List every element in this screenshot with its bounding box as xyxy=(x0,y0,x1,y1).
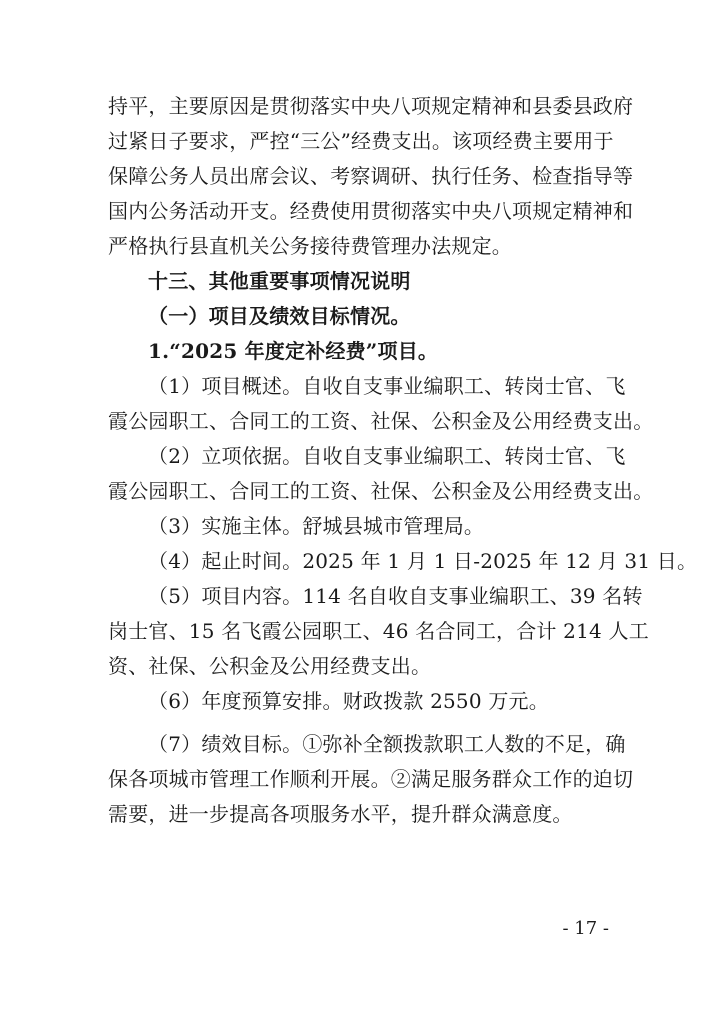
item-line: 保各项城市管理工作顺利开展。②满足服务群众工作的迫切 xyxy=(108,767,634,791)
paragraph-line: 保障公务人员出席会议、考察调研、执行任务、检查指导等 xyxy=(108,164,634,188)
item-line: （4）起止时间。2025 年 1 月 1 日-2025 年 12 月 31 日。 xyxy=(148,549,698,573)
paragraph-line: 国内公务活动开支。经费使用贯彻落实中央八项规定精神和 xyxy=(108,199,634,223)
item-line: 岗士官、15 名飞霞公园职工、46 名合同工，合计 214 人工 xyxy=(108,619,649,643)
section-heading: 十三、其他重要事项情况说明 xyxy=(148,269,411,293)
subsection-heading: （一）项目及绩效目标情况。 xyxy=(148,304,411,328)
item-line: 霞公园职工、合同工的工资、社保、公积金及公用经费支出。 xyxy=(108,479,654,503)
item-line: （2）立项依据。自收自支事业编职工、转岗士官、飞 xyxy=(148,444,626,468)
item-line: （3）实施主体。舒城县城市管理局。 xyxy=(148,514,485,538)
item-line: 需要，进一步提高各项服务水平，提升群众满意度。 xyxy=(108,802,573,826)
project-heading: 1.“2025 年度定补经费”项目。 xyxy=(148,339,439,363)
paragraph-line: 严格执行县直机关公务接待费管理办法规定。 xyxy=(108,234,512,258)
item-line: （1）项目概述。自收自支事业编职工、转岗士官、飞 xyxy=(148,374,626,398)
body-text xyxy=(108,89,698,832)
item-line: （6）年度预算安排。财政拨款 2550 万元。 xyxy=(148,689,549,713)
item-line: （5）项目内容。114 名自收自支事业编职工、39 名转 xyxy=(148,584,643,608)
item-line: （7）绩效目标。①弥补全额拨款职工人数的不足，确 xyxy=(148,732,626,756)
paragraph-line: 持平，主要原因是贯彻落实中央八项规定精神和县委县政府 xyxy=(108,94,634,118)
paragraph-line: 过紧日子要求，严控“三公”经费支出。该项经费主要用于 xyxy=(108,129,614,153)
item-line: 霞公园职工、合同工的工资、社保、公积金及公用经费支出。 xyxy=(108,409,654,433)
item-line: 资、社保、公积金及公用经费支出。 xyxy=(108,654,432,678)
page-number: - 17 - xyxy=(562,918,609,939)
